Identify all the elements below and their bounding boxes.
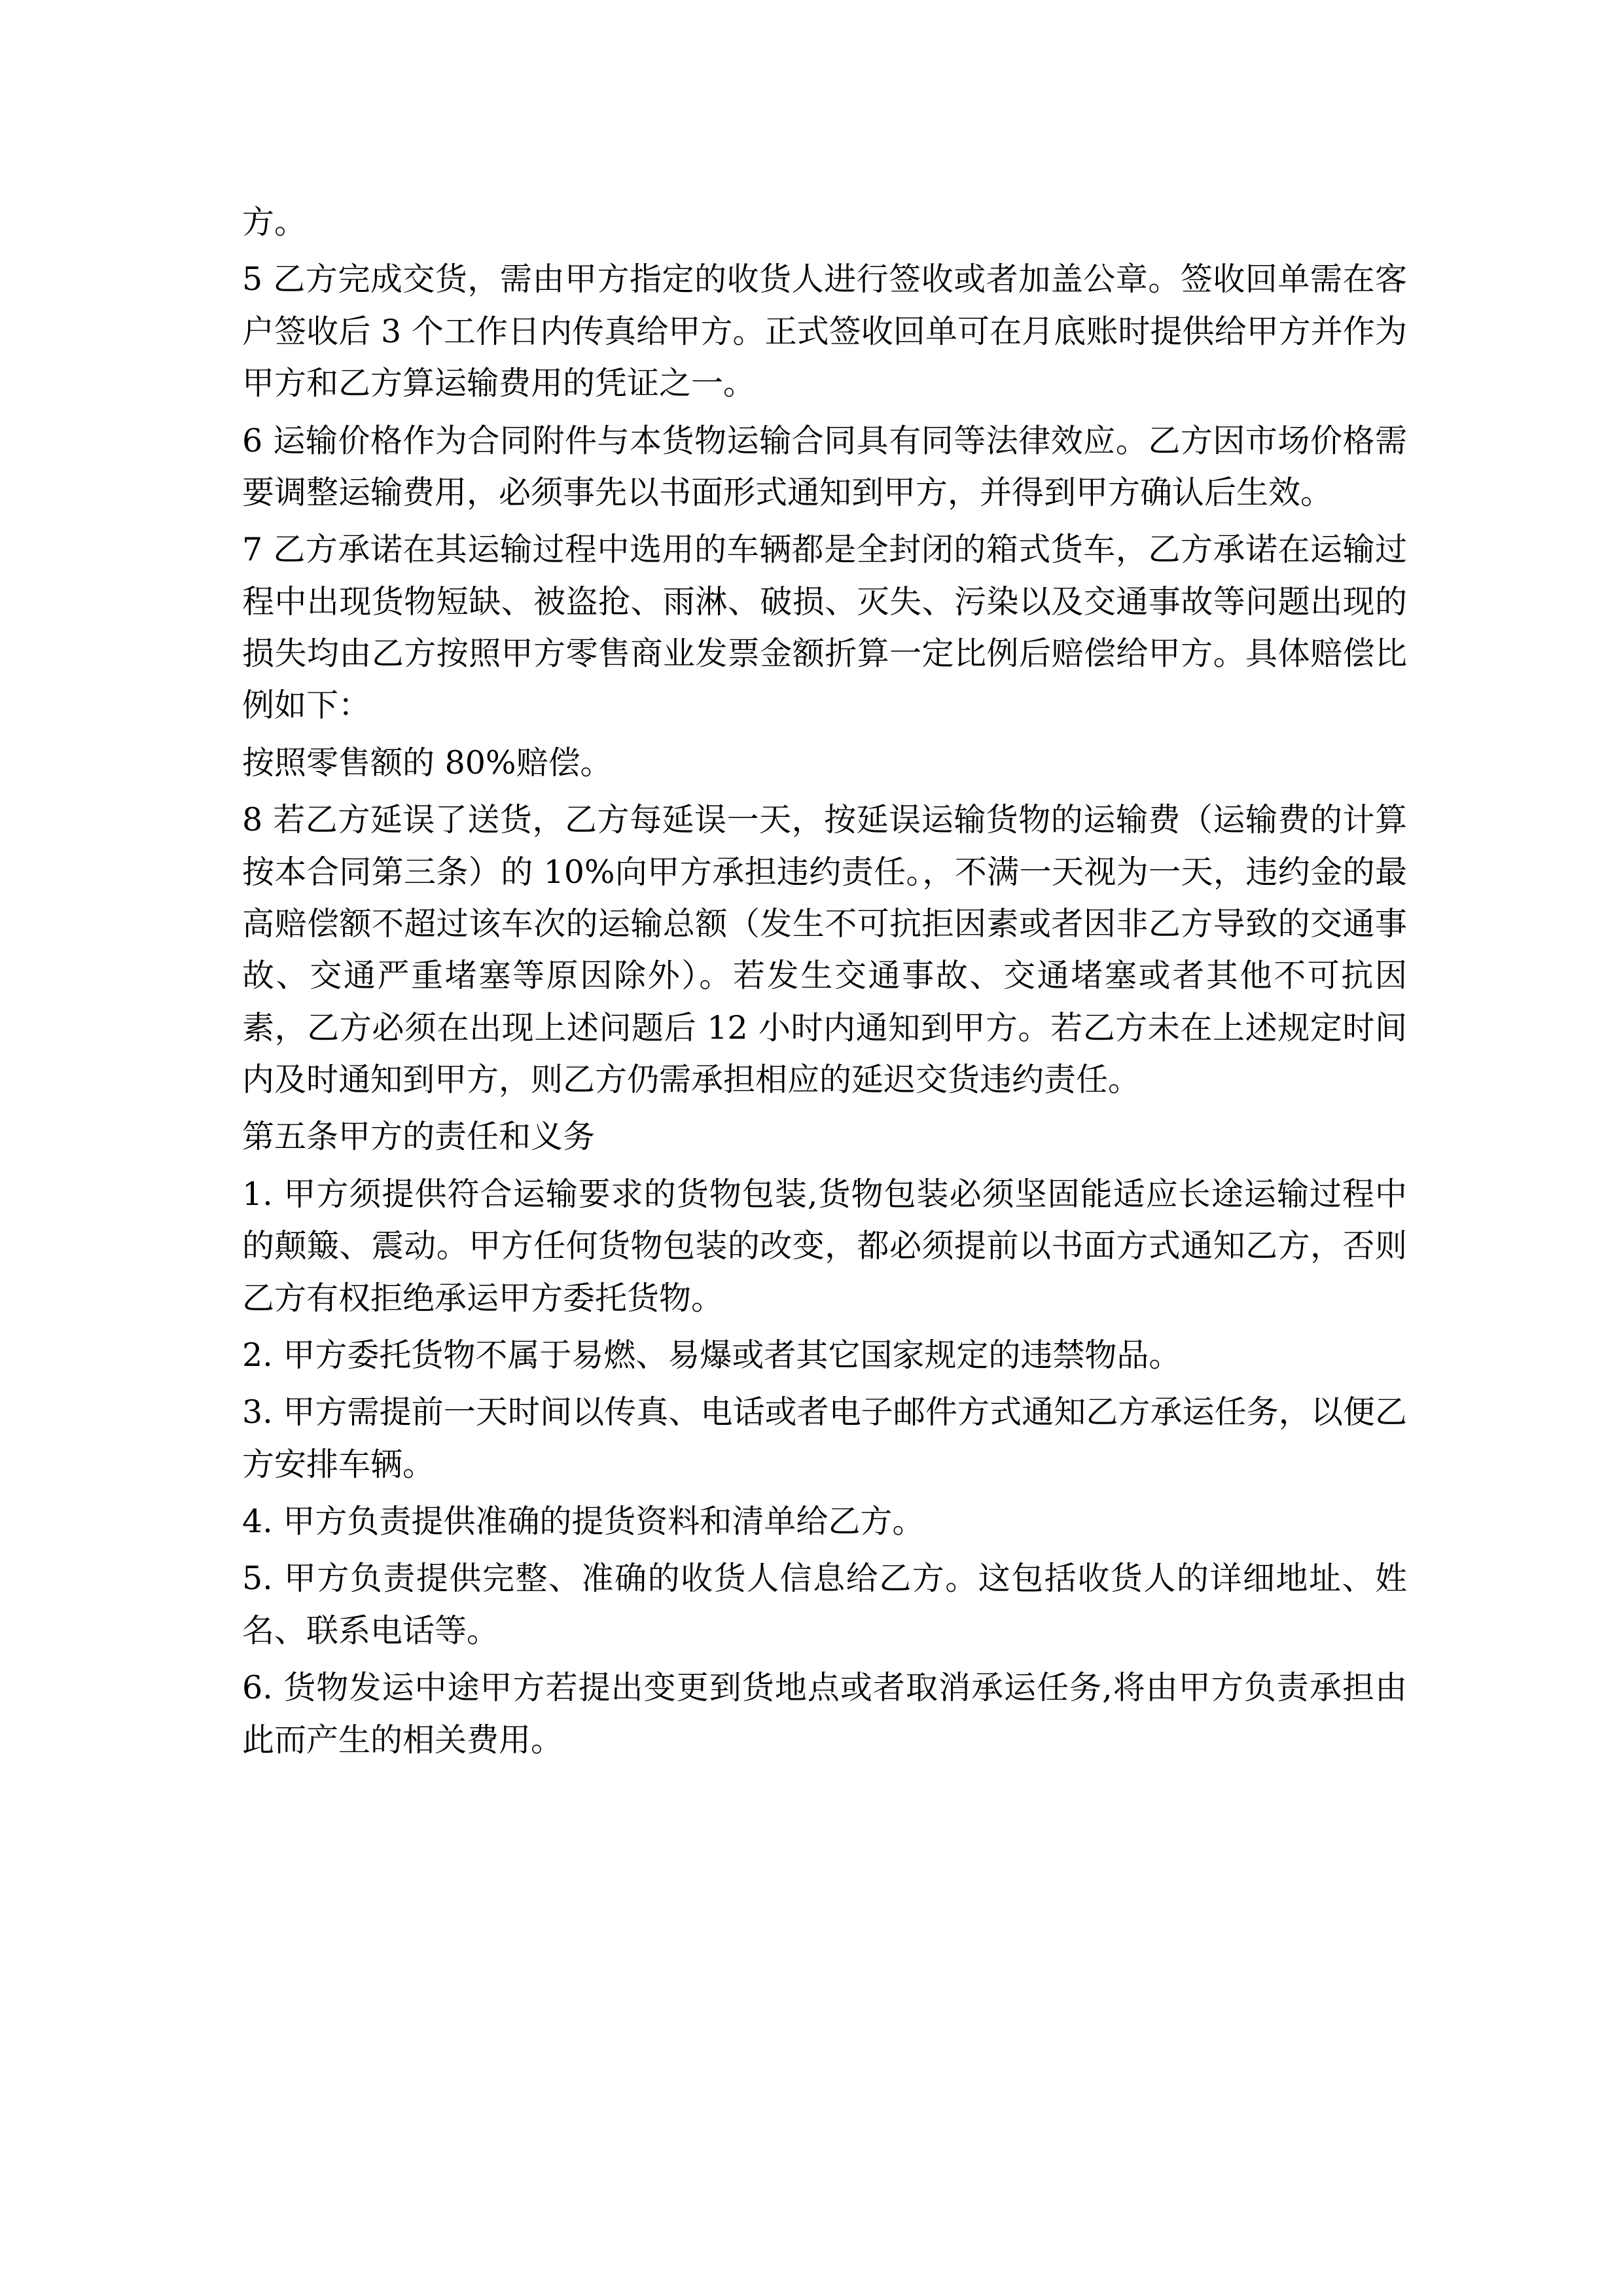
paragraph-obligation-4: 4. 甲方负责提供准确的提货资料和清单给乙方。 <box>242 1503 925 1540</box>
paragraph-obligation-2: 2. 甲方委托货物不属于易燃、易爆或者其它国家规定的违禁物品。 <box>242 1336 1181 1374</box>
paragraph-obligation-1: 1. 甲方须提供符合运输要求的货物包装,货物包装必须坚固能适应长途运输过程中的颠簸、震动。甲方任何货物包装的改变，都必须提前以书面方式通知乙方，否则乙方有权拒绝承运甲方委托货物。 <box>242 1175 1407 1317</box>
paragraph-compensation-rate: 按照零售额的 80%赔偿。 <box>242 744 613 781</box>
paragraph-clause-6: 6 运输价格作为合同附件与本货物运输合同具有同等法律效应。乙方因市场价格需要调整运输费用，必须事先以书面形式通知到甲方，并得到甲方确认后生效。 <box>242 422 1407 511</box>
paragraph-obligation-5: 5. 甲方负责提供完整、准确的收货人信息给乙方。这包括收货人的详细地址、姓名、联系电话等。 <box>242 1560 1407 1649</box>
section-heading-article-five: 第五条甲方的责任和义务 <box>242 1118 596 1156</box>
paragraph-continuation: 方。 <box>242 204 307 241</box>
paragraph-clause-7: 7 乙方承诺在其运输过程中选用的车辆都是全封闭的箱式货车，乙方承诺在运输过程中出现货物短缺、被盗抢、雨淋、破损、灭失、污染以及交通事故等问题出现的损失均由乙方按照甲方零售商业发票金额折算一定比例后赔偿给甲方。具体赔偿比例如下： <box>242 531 1407 725</box>
paragraph-clause-5: 5 乙方完成交货，需由甲方指定的收货人进行签收或者加盖公章。签收回单需在客户签收后 3 个工作日内传真给甲方。正式签收回单可在月底账时提供给甲方并作为甲方和乙方算运输费用的凭证之一。 <box>242 260 1407 403</box>
paragraph-obligation-6: 6. 货物发运中途甲方若提出变更到货地点或者取消承运任务,将由甲方负责承担由此而产生的相关费用。 <box>242 1669 1407 1759</box>
paragraph-clause-8: 8 若乙方延误了送货，乙方每延误一天，按延误运输货物的运输费（运输费的计算按本合同第三条）的 10%向甲方承担违约责任。，不满一天视为一天，违约金的最高赔偿额不超过该车次的运输总额（发生不可抗拒因素或者因非乙方导致的交通事故、交通严重堵塞等原因除外）。若发生交通事故、交通堵塞或者其他不可抗因素，乙方必须在出现上述问题后 12 小时内通知到甲方。若乙方未在上述规定时间内及时通知到甲方，则乙方仍需承担相应的延迟交货违约责任。 <box>242 801 1407 1098</box>
paragraph-obligation-3: 3. 甲方需提前一天时间以传真、电话或者电子邮件方式通知乙方承运任务，以便乙方安排车辆。 <box>242 1393 1407 1483</box>
document-body <box>242 196 1407 1766</box>
